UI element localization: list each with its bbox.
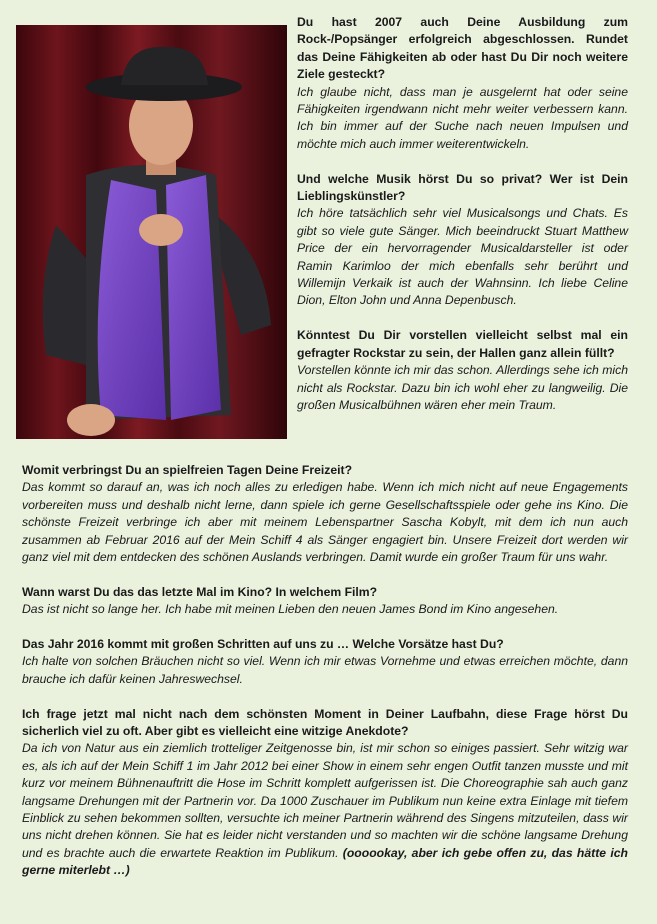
question: Womit verbringst Du an spielfreien Tagen Deine Freizeit?	[22, 463, 353, 477]
question: Das Jahr 2016 kommt mit großen Schritten auf uns zu … Welche Vorsätze hast Du?	[22, 637, 504, 652]
answer: Vorstellen könnte ich mir das schon. Allerdings sehe ich mich nicht als Rockstar. Dazu bin ich wohl eher zu langweilig. Die großen Musicalbühnen wären eher mein Traum.	[297, 363, 628, 412]
full-width-section	[22, 462, 628, 897]
performer-photo	[16, 25, 287, 439]
qa-item	[297, 171, 628, 310]
answer-bold-remark: (oooookay, aber ich gebe offen zu, das hätte ich gerne miterlebt …)	[22, 845, 628, 878]
question: Ich frage jetzt mal nicht nach dem schönsten Moment in Deiner Laufbahn, diese Frage hörst Du sicherlich viel zu oft. Aber gibt es vielleicht eine witzige Anekdote?	[22, 706, 628, 739]
qa-item	[297, 327, 628, 414]
answer: Das kommt so darauf an, was ich noch alles zu erledigen habe. Wenn ich mich nicht auf neue Engagements vorbereiten muss und deshalb nicht lerne, dann spiele ich gerne Gesellschaftsspiele oder gehe ins Kino. Die schönste Freizeit verbringe ich aber mit meinem Lebenspartner Sascha Kobylt, mit dem ich nun auch zusammen ab Februar 2016 auf der Mein Schiff 4 als Sänger engagiert bin. Unsere Freizeit dort werden wir ganz viel mit dem entdecken des schönen Auslands verbringen. Damit wurde ein großer Traum für uns wahr.	[22, 480, 628, 565]
answer	[22, 740, 628, 879]
right-column	[297, 14, 628, 432]
question: Könntest Du Dir vorstellen vielleicht selbst mal ein gefragter Rockstar zu sein, der Hallen ganz allein füllt?	[297, 328, 628, 360]
qa-item	[22, 462, 628, 566]
question: Und welche Musik hörst Du so privat? Wer ist Dein Lieblingskünstler?	[297, 171, 628, 204]
answer: Das ist nicht so lange her. Ich habe mit meinen Lieben den neuen James Bond im Kino angesehen.	[22, 602, 559, 617]
answer: Ich höre tatsächlich sehr viel Musicalsongs und Chats. Es gibt so viele gute Sänger. Mich beeindruckt Stuart Matthew Price der ein hervorragender Musicaldarsteller ist oder Ramin Karimloo der mich ebenfalls sehr berührt und Willemijn Verkaik ist auch der Wahnsinn. Ich liebe Celine Dion, Elton John und Anna Depenbusch.	[297, 206, 628, 308]
answer-text: Da ich von Natur aus ein ziemlich trotteliger Zeitgenosse bin, ist mir schon so einiges passiert. Sehr witzig war es, als ich auf der Mein Schiff 1 im Jahr 2012 bei einer Show in einem sehr engen Outfit tanzen musste und mit kurz vor meinem Bühnenauftritt die Hose im Schritt komplett aufgerissen ist. Die Choreographie sah auch ganz langsame Drehungen mit der Partnerin vor. Da 1000 Zuschauer im Publikum nun keine extra Einlage mit tiefem Einblick zu sehen bekommen sollten, versuchte ich meiner Partnerin während des Singens mitzuteilen, dass wir uns nicht drehen können. Sie hat es leider nicht verstanden und so machten wir die schöne langsame Drehung und es brachte auch die erwartete Reaktion im Publikum.	[22, 741, 628, 860]
answer: Ich glaube nicht, dass man je ausgelernt hat oder seine Fähigkeiten irgendwann nicht mehr weiter verbessern kann. Ich bin immer auf der Suche nach neuen Impulsen und möchte mich auch immer weiterentwickeln.	[297, 84, 628, 151]
qa-item	[22, 706, 628, 880]
question: Wann warst Du das das letzte Mal im Kino? In welchem Film?	[22, 584, 378, 599]
question: Du hast 2007 auch Deine Ausbildung zum Rock-/Popsänger erfolgreich abgeschlossen. Rundet das Deine Fähigkeiten ab oder hast Du Dir noch weitere Ziele gesteckt?	[297, 15, 628, 82]
qa-item	[297, 14, 628, 153]
performer-illustration	[16, 25, 287, 439]
answer: Ich halte von solchen Bräuchen nicht so viel. Wenn ich mir etwas Vornehme und etwas erreichen möchte, dann brauche ich dafür keinen Jahreswechsel.	[22, 654, 628, 686]
qa-item	[22, 584, 628, 619]
qa-item	[22, 636, 628, 688]
